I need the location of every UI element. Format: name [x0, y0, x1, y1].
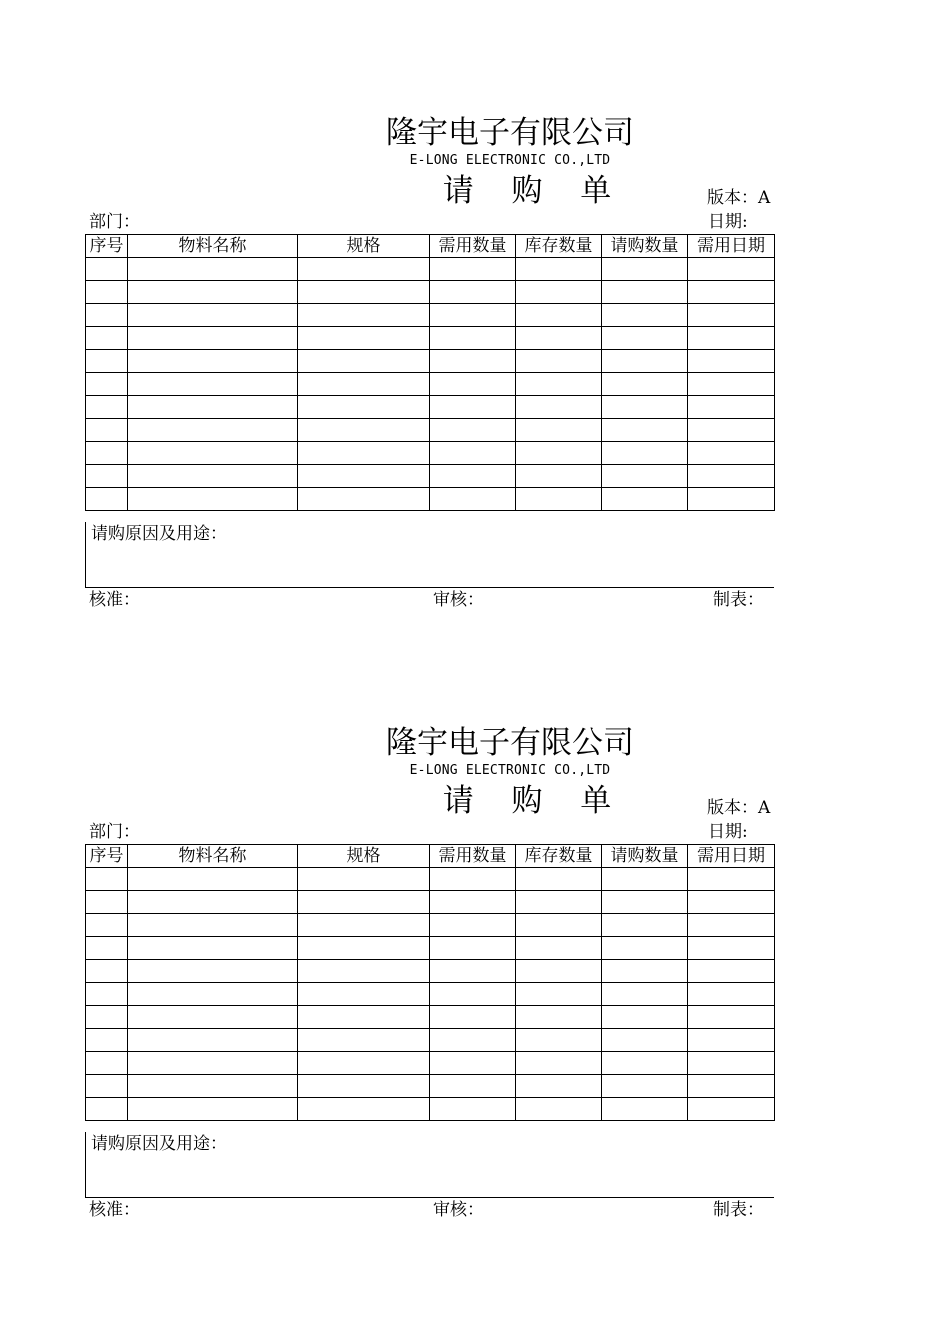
reason-label: 请购原因及用途：	[91, 524, 227, 544]
table-body	[86, 258, 775, 511]
reason-box[interactable]	[85, 522, 774, 588]
maker-label: 制表：	[713, 1200, 764, 1220]
table-cell[interactable]	[602, 281, 688, 304]
table-cell[interactable]	[128, 465, 298, 488]
table-cell[interactable]	[128, 937, 298, 960]
table-row	[86, 891, 775, 914]
table-cell[interactable]	[430, 465, 516, 488]
approve-label: 核准：	[89, 590, 140, 610]
table-cell[interactable]	[430, 914, 516, 937]
table-cell[interactable]	[688, 327, 775, 350]
table-cell[interactable]	[430, 327, 516, 350]
table-cell[interactable]	[128, 1075, 298, 1098]
table-cell[interactable]	[86, 937, 128, 960]
table-cell[interactable]	[516, 488, 602, 511]
company-name: 隆宇电子有限公司	[386, 115, 634, 151]
table-cell[interactable]	[128, 983, 298, 1006]
table-cell[interactable]	[602, 488, 688, 511]
table-cell[interactable]	[128, 914, 298, 937]
company-english-name: E-LONG ELECTRONIC CO.,LTD	[409, 763, 611, 778]
table-cell[interactable]	[298, 373, 430, 396]
table-cell[interactable]	[86, 396, 128, 419]
table-cell[interactable]	[688, 914, 775, 937]
table-cell[interactable]	[602, 1006, 688, 1029]
table-row	[86, 1098, 775, 1121]
table-cell[interactable]	[86, 350, 128, 373]
table-cell[interactable]	[128, 327, 298, 350]
table-cell[interactable]	[298, 891, 430, 914]
table-cell[interactable]	[298, 937, 430, 960]
table-cell[interactable]	[602, 983, 688, 1006]
table-cell[interactable]	[430, 1006, 516, 1029]
table-row	[86, 442, 775, 465]
table-cell[interactable]	[86, 258, 128, 281]
table-cell[interactable]	[128, 442, 298, 465]
table-row	[86, 960, 775, 983]
table-cell[interactable]	[516, 914, 602, 937]
table-cell[interactable]	[128, 258, 298, 281]
table-cell[interactable]	[298, 983, 430, 1006]
table-cell[interactable]	[430, 442, 516, 465]
table-cell[interactable]	[128, 1052, 298, 1075]
table-cell[interactable]	[298, 1029, 430, 1052]
table-cell[interactable]	[602, 442, 688, 465]
table-cell[interactable]	[86, 281, 128, 304]
date-label: 日期:	[708, 212, 748, 232]
department-label: 部门：	[89, 212, 140, 232]
table-cell[interactable]	[128, 373, 298, 396]
table-cell[interactable]	[298, 1098, 430, 1121]
table-cell[interactable]	[128, 281, 298, 304]
table-cell[interactable]	[86, 419, 128, 442]
table-cell[interactable]	[688, 1006, 775, 1029]
table-cell[interactable]	[688, 983, 775, 1006]
table-cell[interactable]	[602, 465, 688, 488]
column-header-request-qty: 请购数量	[602, 235, 688, 258]
column-header-required-qty: 需用数量	[430, 235, 516, 258]
table-cell[interactable]	[298, 914, 430, 937]
table-cell[interactable]	[688, 350, 775, 373]
table-cell[interactable]	[516, 396, 602, 419]
table-cell[interactable]	[298, 419, 430, 442]
table-cell[interactable]	[430, 983, 516, 1006]
table-cell[interactable]	[516, 1098, 602, 1121]
table-cell[interactable]	[688, 1075, 775, 1098]
table-header-row	[86, 235, 775, 258]
table-row	[86, 304, 775, 327]
table-cell[interactable]	[128, 396, 298, 419]
table-cell[interactable]	[516, 1029, 602, 1052]
table-row	[86, 937, 775, 960]
table-cell[interactable]	[86, 1052, 128, 1075]
form-title: 请 购 单	[442, 173, 618, 209]
table-cell[interactable]	[602, 868, 688, 891]
table-cell[interactable]	[86, 465, 128, 488]
table-cell[interactable]	[128, 960, 298, 983]
table-cell[interactable]	[86, 1029, 128, 1052]
table-cell[interactable]	[430, 258, 516, 281]
reason-label: 请购原因及用途：	[91, 1134, 227, 1154]
company-english-name: E-LONG ELECTRONIC CO.,LTD	[409, 153, 611, 168]
version-label: 版本：A	[707, 188, 771, 208]
table-cell[interactable]	[688, 304, 775, 327]
table-body	[86, 868, 775, 1121]
table-row	[86, 350, 775, 373]
review-label: 审核：	[433, 590, 484, 610]
table-row	[86, 914, 775, 937]
table-cell[interactable]	[128, 891, 298, 914]
table-cell[interactable]	[602, 350, 688, 373]
table-cell[interactable]	[128, 1029, 298, 1052]
table-cell[interactable]	[516, 258, 602, 281]
table-cell[interactable]	[688, 488, 775, 511]
column-header-required-date: 需用日期	[688, 845, 775, 868]
table-cell[interactable]	[516, 1052, 602, 1075]
table-cell[interactable]	[430, 304, 516, 327]
column-header-index: 序号	[86, 845, 128, 868]
table-cell[interactable]	[516, 1075, 602, 1098]
table-cell[interactable]	[516, 868, 602, 891]
table-cell[interactable]	[86, 960, 128, 983]
table-row	[86, 396, 775, 419]
table-cell[interactable]	[602, 1052, 688, 1075]
table-cell[interactable]	[430, 373, 516, 396]
table-cell[interactable]	[430, 488, 516, 511]
table-cell[interactable]	[430, 1029, 516, 1052]
table-cell[interactable]	[602, 258, 688, 281]
table-cell[interactable]	[430, 419, 516, 442]
table-cell[interactable]	[430, 281, 516, 304]
table-cell[interactable]	[298, 960, 430, 983]
table-cell[interactable]	[516, 891, 602, 914]
table-cell[interactable]	[86, 442, 128, 465]
table-cell[interactable]	[516, 465, 602, 488]
table-cell[interactable]	[602, 1029, 688, 1052]
table-cell[interactable]	[430, 1098, 516, 1121]
table-cell[interactable]	[86, 891, 128, 914]
table-row	[86, 419, 775, 442]
purchase-requisition-form	[0, 110, 950, 630]
table-cell[interactable]	[430, 891, 516, 914]
column-header-spec: 规格	[298, 235, 430, 258]
column-header-material-name: 物料名称	[128, 845, 298, 868]
table-cell[interactable]	[86, 488, 128, 511]
table-cell[interactable]	[688, 465, 775, 488]
table-cell[interactable]	[688, 281, 775, 304]
form-title: 请 购 单	[442, 783, 618, 819]
table-cell[interactable]	[602, 419, 688, 442]
review-label: 审核：	[433, 1200, 484, 1220]
table-cell[interactable]	[602, 891, 688, 914]
table-cell[interactable]	[128, 1098, 298, 1121]
table-cell[interactable]	[602, 1098, 688, 1121]
table-cell[interactable]	[298, 350, 430, 373]
table-cell[interactable]	[86, 1006, 128, 1029]
table-cell[interactable]	[688, 1052, 775, 1075]
table-cell[interactable]	[86, 373, 128, 396]
table-cell[interactable]	[86, 1098, 128, 1121]
version-label: 版本：A	[707, 798, 771, 818]
table-cell[interactable]	[298, 442, 430, 465]
column-header-stock-qty: 库存数量	[516, 845, 602, 868]
table-row	[86, 1006, 775, 1029]
table-cell[interactable]	[430, 937, 516, 960]
company-name: 隆宇电子有限公司	[386, 725, 634, 761]
table-cell[interactable]	[430, 1052, 516, 1075]
table-cell[interactable]	[516, 304, 602, 327]
table-cell[interactable]	[430, 1075, 516, 1098]
table-row	[86, 488, 775, 511]
table-row	[86, 1052, 775, 1075]
table-row	[86, 281, 775, 304]
table-cell[interactable]	[516, 373, 602, 396]
table-cell[interactable]	[128, 1006, 298, 1029]
table-cell[interactable]	[688, 258, 775, 281]
table-cell[interactable]	[602, 1075, 688, 1098]
table-cell[interactable]	[516, 937, 602, 960]
table-cell[interactable]	[298, 1052, 430, 1075]
column-header-required-qty: 需用数量	[430, 845, 516, 868]
table-row	[86, 1075, 775, 1098]
table-cell[interactable]	[688, 937, 775, 960]
table-cell[interactable]	[688, 373, 775, 396]
table-cell[interactable]	[602, 960, 688, 983]
table-cell[interactable]	[516, 960, 602, 983]
table-cell[interactable]	[602, 914, 688, 937]
table-row	[86, 373, 775, 396]
table-cell[interactable]	[688, 891, 775, 914]
table-cell[interactable]	[602, 373, 688, 396]
table-row	[86, 983, 775, 1006]
table-cell[interactable]	[298, 258, 430, 281]
reason-box[interactable]	[85, 1132, 774, 1198]
approve-label: 核准：	[89, 1200, 140, 1220]
purchase-requisition-form	[0, 720, 950, 1240]
column-header-request-qty: 请购数量	[602, 845, 688, 868]
table-cell[interactable]	[430, 960, 516, 983]
table-cell[interactable]	[86, 327, 128, 350]
table-cell[interactable]	[516, 419, 602, 442]
column-header-stock-qty: 库存数量	[516, 235, 602, 258]
table-cell[interactable]	[688, 442, 775, 465]
table-cell[interactable]	[688, 960, 775, 983]
table-cell[interactable]	[516, 983, 602, 1006]
department-label: 部门：	[89, 822, 140, 842]
table-row	[86, 1029, 775, 1052]
table-cell[interactable]	[602, 304, 688, 327]
table-cell[interactable]	[430, 868, 516, 891]
table-cell[interactable]	[516, 442, 602, 465]
table-cell[interactable]	[688, 868, 775, 891]
table-cell[interactable]	[298, 1075, 430, 1098]
table-header-row	[86, 845, 775, 868]
table-cell[interactable]	[298, 1006, 430, 1029]
table-row	[86, 465, 775, 488]
table-cell[interactable]	[516, 327, 602, 350]
table-cell[interactable]	[688, 419, 775, 442]
table-cell[interactable]	[128, 350, 298, 373]
table-cell[interactable]	[688, 1098, 775, 1121]
items-table	[85, 844, 775, 1121]
column-header-spec: 规格	[298, 845, 430, 868]
table-cell[interactable]	[86, 1075, 128, 1098]
column-header-index: 序号	[86, 235, 128, 258]
table-cell[interactable]	[86, 304, 128, 327]
date-label: 日期:	[708, 822, 748, 842]
table-cell[interactable]	[128, 304, 298, 327]
table-cell[interactable]	[602, 396, 688, 419]
table-cell[interactable]	[430, 396, 516, 419]
table-cell[interactable]	[516, 281, 602, 304]
table-cell[interactable]	[298, 327, 430, 350]
table-cell[interactable]	[602, 937, 688, 960]
table-cell[interactable]	[688, 396, 775, 419]
items-table	[85, 234, 775, 511]
table-row	[86, 327, 775, 350]
table-cell[interactable]	[128, 419, 298, 442]
table-cell[interactable]	[128, 868, 298, 891]
maker-label: 制表：	[713, 590, 764, 610]
table-row	[86, 868, 775, 891]
column-header-material-name: 物料名称	[128, 235, 298, 258]
table-cell[interactable]	[298, 396, 430, 419]
table-cell[interactable]	[516, 350, 602, 373]
table-cell[interactable]	[298, 465, 430, 488]
table-cell[interactable]	[298, 868, 430, 891]
table-cell[interactable]	[128, 488, 298, 511]
table-row	[86, 258, 775, 281]
table-cell[interactable]	[298, 304, 430, 327]
table-cell[interactable]	[688, 1029, 775, 1052]
column-header-required-date: 需用日期	[688, 235, 775, 258]
table-cell[interactable]	[298, 488, 430, 511]
table-cell[interactable]	[430, 350, 516, 373]
table-cell[interactable]	[602, 327, 688, 350]
table-cell[interactable]	[298, 281, 430, 304]
table-cell[interactable]	[86, 914, 128, 937]
table-cell[interactable]	[86, 983, 128, 1006]
table-cell[interactable]	[86, 868, 128, 891]
table-cell[interactable]	[516, 1006, 602, 1029]
